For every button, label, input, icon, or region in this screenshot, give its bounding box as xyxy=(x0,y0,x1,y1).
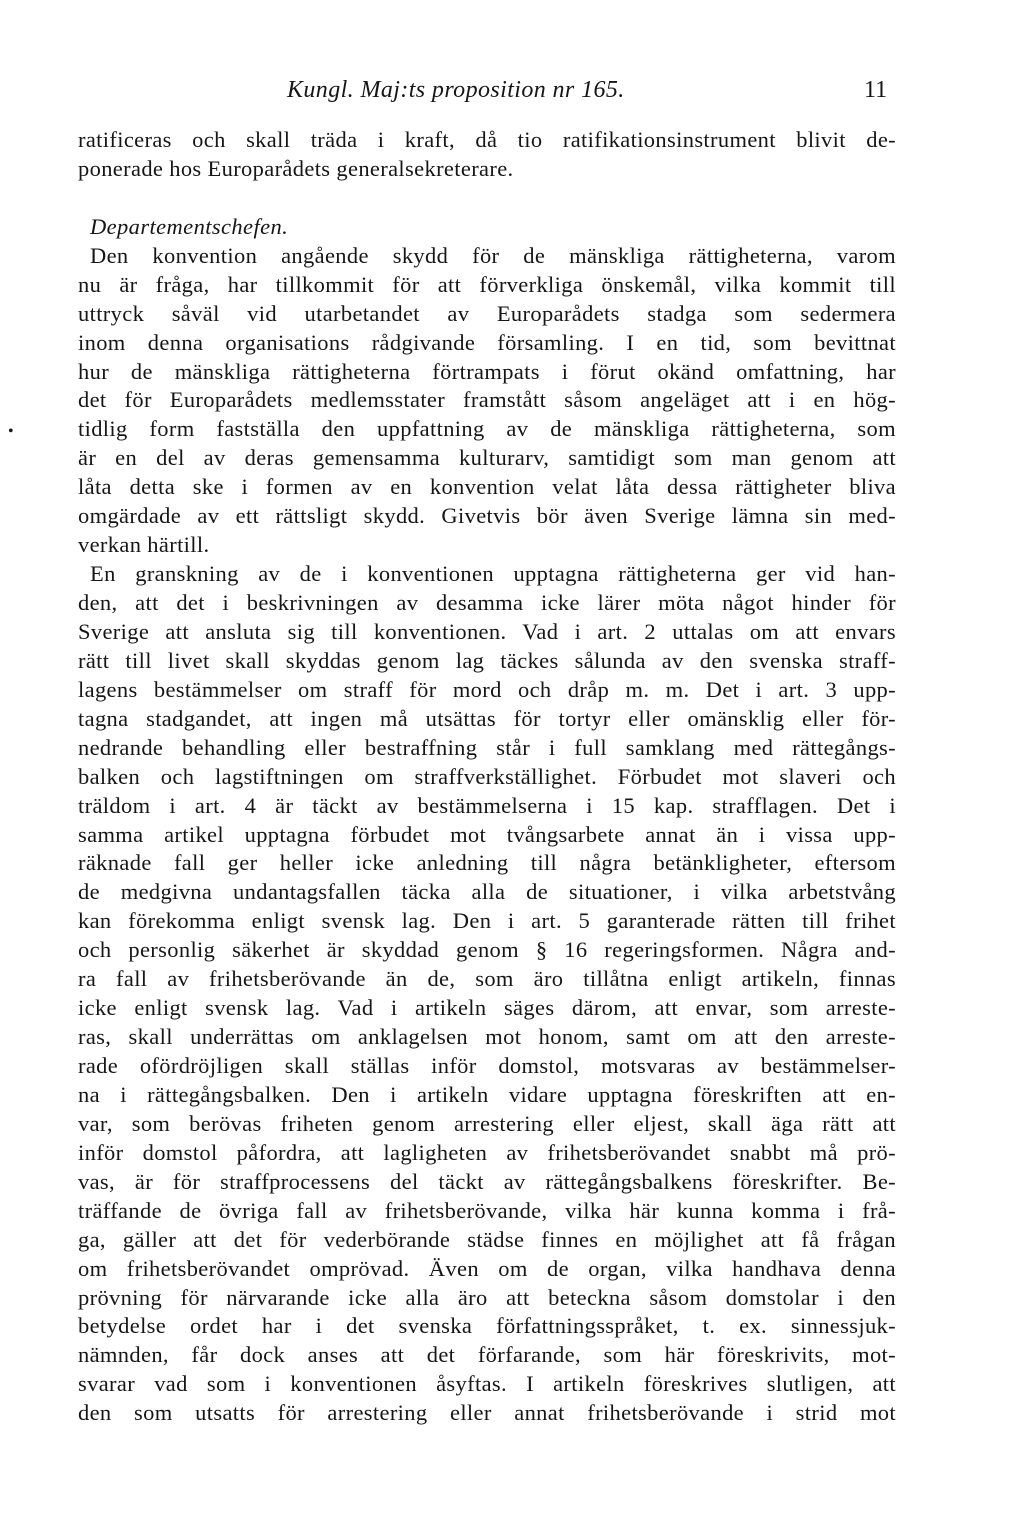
paragraph-gap xyxy=(78,184,896,213)
body-text xyxy=(78,126,896,1428)
text-line: tagna stadgandet, att ingen må utsättas för tortyr eller omänsklig eller för- xyxy=(78,705,896,731)
page-number: 11 xyxy=(864,77,888,103)
text-line: nedrande behandling eller bestraffning står i full samklang med rättegångs- xyxy=(78,734,896,760)
text-line: är en del av deras gemensamma kulturarv, samtidigt som man genom att xyxy=(78,445,896,471)
text-line: ra fall av frihetsberövande än de, som äro tillåtna enligt artikeln, finnas xyxy=(78,966,896,992)
paragraph-1 xyxy=(78,242,896,560)
text-line: betydelse ordet har i det svenska författningsspråket, t. ex. sinnessjuk- xyxy=(78,1313,896,1339)
text-line: räknade fall ger heller icke anledning till några betänkligheter, eftersom xyxy=(78,850,896,876)
text-line: ponerade hos Europarådets generalsekreterare. xyxy=(78,155,514,181)
text-line: Den konvention angående skydd för de mänskliga rättigheterna, varom xyxy=(90,242,896,268)
text-line: ga, gäller att det för vederbörande städse finnes en möjlighet att få frågan xyxy=(78,1226,896,1252)
text-line: ras, skall underrättas om anklagelsen mot honom, samt om att den arreste- xyxy=(78,1024,896,1050)
text-line: var, som berövas friheten genom arrestering eller eljest, skall äga rätt att xyxy=(78,1110,896,1136)
page-header xyxy=(0,74,1024,106)
text-line: träffande de övriga fall av frihetsberövande, vilka här kunna komma i frå- xyxy=(78,1197,896,1223)
text-line: inom denna organisations rådgivande församling. I en tid, som bevittnat xyxy=(78,329,896,355)
text-line: vas, är för straffprocessens del täckt av rättegångsbalkens föreskrifter. Be- xyxy=(78,1168,896,1194)
text-line: rätt till livet skall skyddas genom lag täckes sålunda av den svenska straff- xyxy=(78,647,896,673)
speaker-heading: Departementschefen. xyxy=(90,213,289,239)
text-line: verkan härtill. xyxy=(78,532,210,558)
text-line: Sverige att ansluta sig till konventionen. Vad i art. 2 uttalas om att envars xyxy=(78,618,896,644)
text-line: och personlig säkerhet är skyddad genom § 16 regeringsformen. Några and- xyxy=(78,937,896,963)
text-line: ratificeras och skall träda i kraft, då tio ratifikationsinstrument blivit de- xyxy=(78,127,896,152)
intro-paragraph xyxy=(78,126,896,184)
text-line: lagens bestämmelser om straff för mord och dråp m. m. Det i art. 3 upp- xyxy=(78,676,896,702)
text-line: balken och lagstiftningen om straffverkställighet. Förbudet mot slaveri och xyxy=(78,763,896,789)
text-line: de medgivna undantagsfallen täcka alla de situationer, i vilka arbetstvång xyxy=(78,879,896,905)
paragraph-2 xyxy=(78,560,896,1428)
text-line: nu är fråga, har tillkommit för att förverkliga önskemål, vilka kommit till xyxy=(78,271,896,297)
text-line: det för Europarådets medlemsstater framstått såsom angeläget att i en hög- xyxy=(78,387,896,413)
text-line: låta detta ske i formen av en konvention velat låta dessa rättigheter bliva xyxy=(78,474,896,500)
text-line: inför domstol påfordra, att lagligheten av frihetsberövandet snabbt må prö- xyxy=(78,1139,896,1165)
text-line: En granskning av de i konventionen upptagna rättigheterna ger vid han- xyxy=(90,561,896,587)
text-line: den som utsatts för arrestering eller annat frihetsberövande i strid mot xyxy=(78,1400,896,1426)
text-line: samma artikel upptagna förbudet mot tvångsarbete annat än i vissa upp- xyxy=(78,821,896,847)
text-line: nämnden, får dock anses att det förfarande, som här föreskrivits, mot- xyxy=(78,1342,896,1368)
text-line: svarar vad som i konventionen åsyftas. I artikeln föreskrives slutligen, att xyxy=(78,1371,896,1397)
text-line: na i rättegångsbalken. Den i artikeln vidare upptagna föreskriften att en- xyxy=(78,1081,896,1107)
text-line: den, att det i beskrivningen av desamma icke lärer möta något hinder för xyxy=(78,590,896,615)
text-line: om frihetsberövandet omprövad. Även om de organ, vilka handhava denna xyxy=(78,1255,896,1281)
text-line: hur de mänskliga rättigheterna förtrampats i förut okänd omfattning, har xyxy=(78,358,896,384)
text-line: kan förekomma enligt svensk lag. Den i art. 5 garanterade rätten till frihet xyxy=(78,908,896,934)
text-line: prövning för närvarande icke alla äro att beteckna såsom domstolar i den xyxy=(78,1284,896,1310)
text-line: tidlig form fastställa den uppfattning av de mänskliga rättigheterna, som xyxy=(78,416,896,442)
text-line: rade ofördröjligen skall ställas inför domstol, motsvaras av bestämmelser- xyxy=(78,1053,896,1078)
text-line: uttryck såväl vid utarbetandet av Europarådets stadga som sedermera xyxy=(78,300,896,326)
margin-mark: • xyxy=(8,423,14,440)
text-line: icke enligt svensk lag. Vad i artikeln säges därom, att envar, som arreste- xyxy=(78,995,896,1021)
running-title: Kungl. Maj:ts proposition nr 165. xyxy=(287,77,625,103)
text-line: träldom i art. 4 är täckt av bestämmelserna i 15 kap. strafflagen. Det i xyxy=(78,792,896,818)
text-line: omgärdade av ett rättsligt skydd. Givetvis bör även Sverige lämna sin med- xyxy=(78,503,896,529)
